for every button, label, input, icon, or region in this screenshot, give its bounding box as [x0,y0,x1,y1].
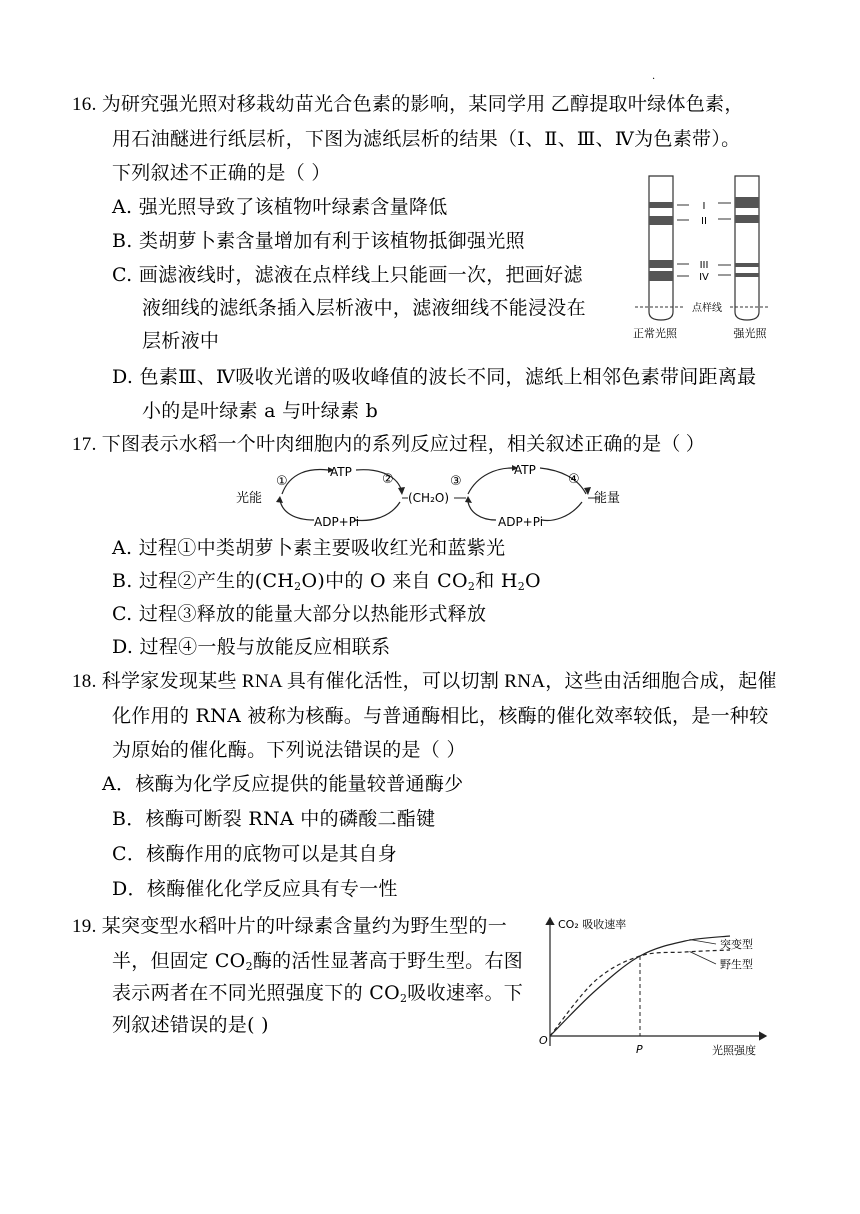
arc-1-bottom [280,500,314,520]
q16-option-c-line2: 液细线的滤纸条插入层析液中，滤液细线不能浸没在 [142,297,586,319]
q16-stem-line1: 16. 为研究强光照对移栽幼苗光合色素的影响，某同学用 乙醇提取叶绿体色素， [72,94,744,115]
ch2o-label: (CH₂O) [408,491,450,505]
band-label-iii: III [699,260,709,271]
q16-option-c-line1: C. 画滤液线时，滤液在点样线上只能画一次，把画好滤 [112,264,583,286]
light-energy-label: 光能 [236,491,263,506]
arc-1 [282,470,328,494]
p-label: P [636,1043,643,1056]
q16-stem-line2: 用石油醚进行纸层析，下图为滤纸层析的结果（Ⅰ、Ⅱ、Ⅲ、Ⅳ为色素带）。 [112,128,741,150]
band-label-ii: II [701,216,707,227]
normal-light-caption: 正常光照 [633,327,677,340]
q17-stem: 17. 下图表示水稻一个叶肉细胞内的系列反应过程，相关叙述正确的是（ ） [72,434,706,455]
q17-option-c: C. 过程③释放的能量大部分以热能形式释放 [112,603,487,625]
x-axis-label: 光照强度 [712,1044,756,1057]
band-label-iv: IV [699,272,709,283]
q17-option-a: A. 过程①中类胡萝卜素主要吸收红光和蓝紫光 [112,537,506,559]
energy-label: 能量 [594,491,621,506]
strong-light-strip [735,176,759,320]
q16-option-d-line1: D. 色素Ⅲ、Ⅳ吸收光谱的吸收峰值的波长不同，滤纸上相邻色素带间距离最 [112,366,757,388]
page-mark: . [652,71,656,82]
wild-leader [690,952,717,965]
q19-stem-line1: 19. 某突变型水稻叶片的叶绿素含量约为野生型的一 [72,916,508,937]
mutant-leader [690,940,717,945]
arc-2-bottom [354,502,400,520]
q16-option-c-line3: 层析液中 [142,330,220,352]
process-1-number: ① [276,474,288,489]
band-ii-strong [735,215,759,223]
band-iv-normal [649,271,673,281]
process-3-number: ③ [450,474,462,489]
strong-light-caption: 强光照 [733,327,767,340]
origin-label: 点样线 [692,303,722,314]
q17-option-b: B. 过程②产生的$(CH_2O)$中的 O 来自 $CO_2$和 $H_2O$ [112,570,541,593]
atp-cycle-figure [230,458,630,532]
adp-label-2: ADP+Pi [498,515,544,529]
band-ii-normal [649,216,673,225]
q19-stem-line3: 表示两者在不同光照强度下的 $CO_2$吸收速率。下 [112,982,524,1005]
q19-stem-line2: 半，但固定 $CO_2$酶的活性显著高于野生型。右图 [112,950,524,973]
q16-option-b: B. 类胡萝卜素含量增加有利于该植物抵御强光照 [112,230,525,252]
q19-stem-line4: 列叙述错误的是( ) [112,1014,269,1036]
q18-stem-line3: 为原始的催化酶。下列说法错误的是（ ） [112,739,466,761]
arc-3-bottom [468,502,496,520]
co2-uptake-chart [530,908,780,1060]
q18-option-c: C．核酶作用的底物可以是其自身 [112,843,398,865]
band-label-i: I [702,201,706,212]
band-i-strong [735,197,759,208]
atp-label-1: ATP [330,465,352,479]
normal-light-strip [649,176,673,320]
process-4-number: ④ [568,472,580,487]
band-i-normal [649,202,673,208]
band-iii-normal [649,260,673,268]
q18-option-b: B．核酶可断裂 RNA 中的磷酸二酯键 [112,808,436,830]
process-2-number: ② [382,472,394,487]
q16-option-d-line2: 小的是叶绿素 a 与叶绿素 b [142,400,379,422]
origin-label: O [539,1034,548,1047]
q18-option-d: D．核酶催化化学反应具有专一性 [112,878,398,900]
arc-2 [356,470,402,492]
band-iv-strong [735,273,759,277]
q16-stem-line3: 下列叙述不正确的是（ ） [112,162,331,184]
band-iii-strong [735,263,759,267]
q18-option-a: A．核酶为化学反应提供的能量较普通酶少 [102,773,464,795]
q16-option-a: A. 强光照导致了该植物叶绿素含量降低 [112,196,448,218]
chromatography-figure [625,172,785,344]
q18-stem-line2: 化作用的 RNA 被称为核酶。与普通酶相比，核酶的催化效率较低，是一种较 [112,705,769,727]
arc-3 [468,468,512,494]
mutant-label: 突变型 [720,938,753,951]
q18-stem-line1: 18. 科学家发现某些 RNA 具有催化活性，可以切割 RNA，这些由活细胞合成，起催 [72,671,777,692]
y-axis-label: CO₂ 吸收速率 [558,918,627,931]
wild-type-label: 野生型 [720,958,753,971]
adp-label-1: ADP+Pi [314,515,360,529]
atp-label-2: ATP [514,463,536,477]
arc-4-bottom [542,502,582,520]
q17-option-d: D. 过程④一般与放能反应相联系 [112,636,391,658]
